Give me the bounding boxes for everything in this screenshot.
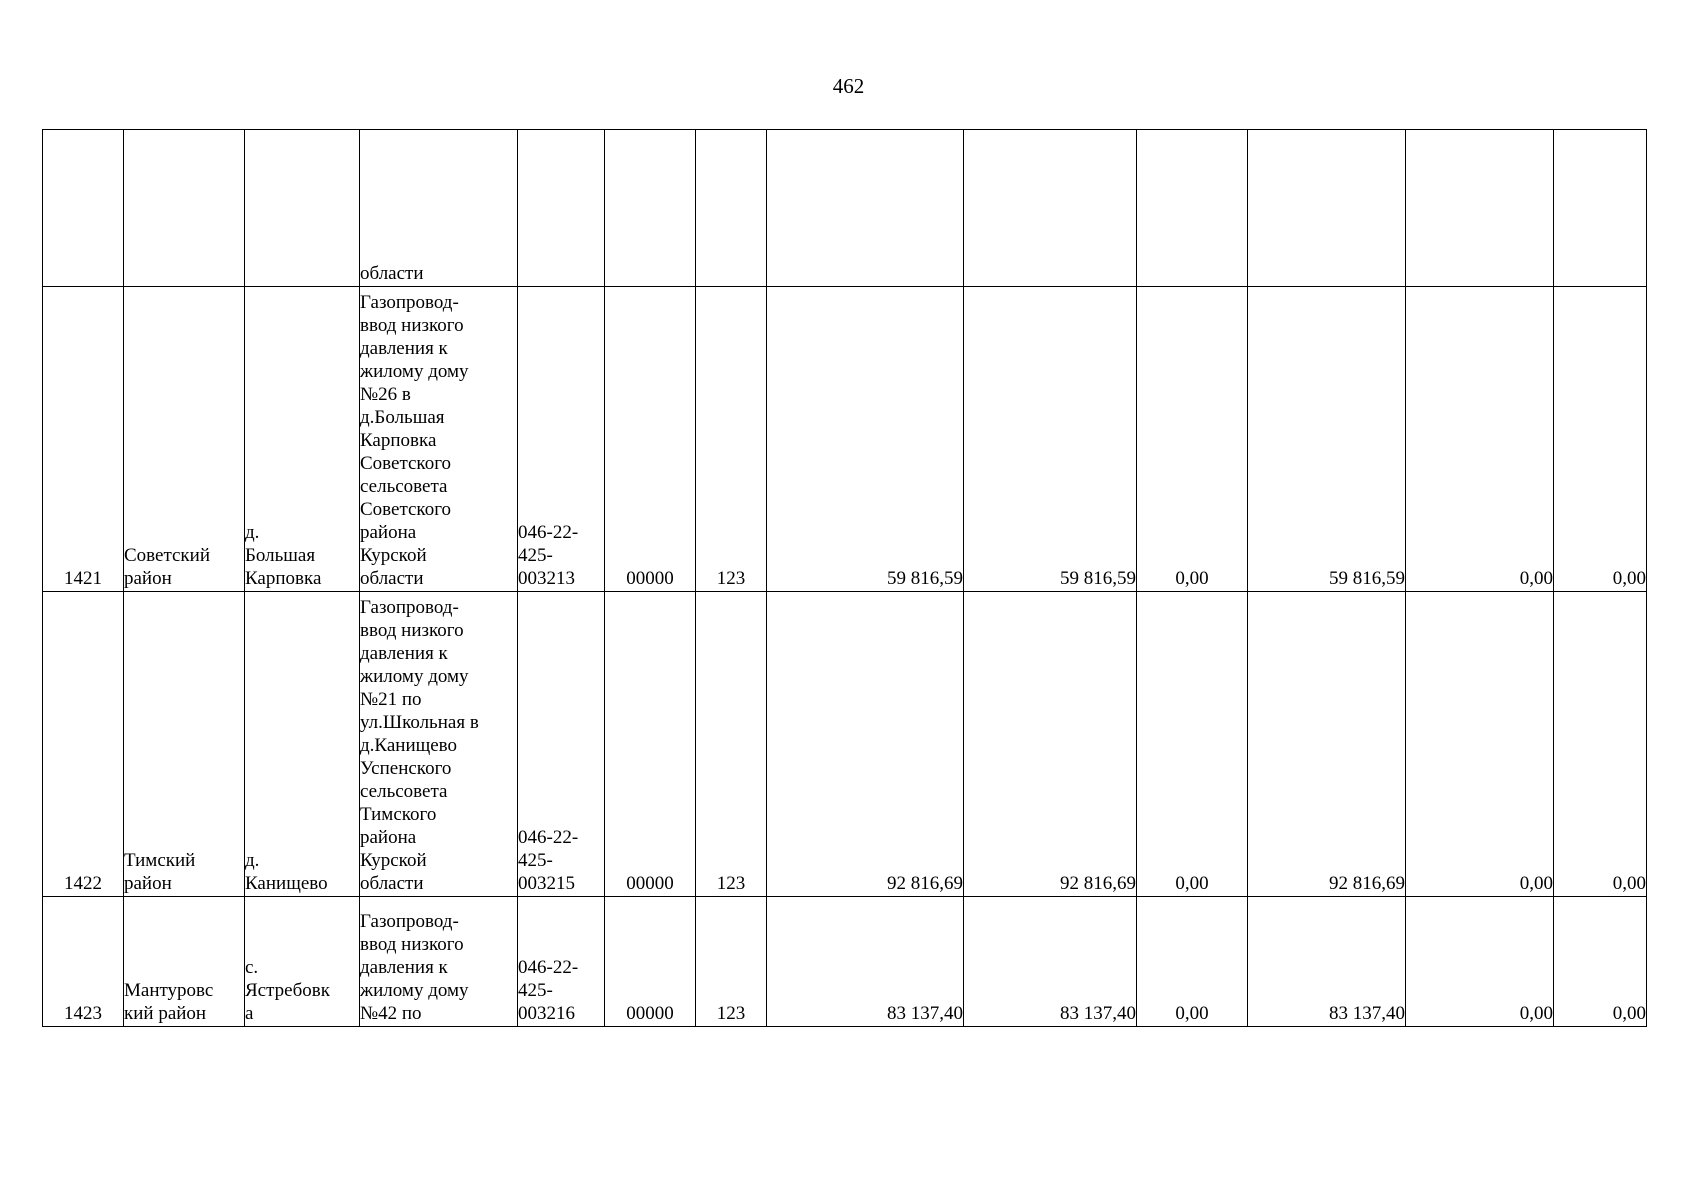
locality: с. Ястребовк а xyxy=(245,897,360,1027)
page-number: 462 xyxy=(832,74,865,98)
cell-amount-total xyxy=(767,130,964,287)
kvr-code: 123 xyxy=(696,287,767,592)
amount-4: 59 816,59 xyxy=(1248,287,1406,592)
object-code: 046-22- 425- 003215 xyxy=(518,592,605,897)
cell-amount-2 xyxy=(964,130,1137,287)
object-code: 046-22- 425- 003213 xyxy=(518,287,605,592)
row-index: 1422 xyxy=(43,592,124,897)
cell-amount-4 xyxy=(1248,130,1406,287)
amount-total: 92 816,69 xyxy=(767,592,964,897)
kvr-code: 123 xyxy=(696,592,767,897)
amount-5: 0,00 xyxy=(1406,897,1554,1027)
cell-district xyxy=(124,130,245,287)
budget-table xyxy=(42,129,1647,1027)
row-index: 1423 xyxy=(43,897,124,1027)
cell-amount-6 xyxy=(1554,130,1647,287)
kvr-code: 123 xyxy=(696,897,767,1027)
locality: д. Канищево xyxy=(245,592,360,897)
cell-locality xyxy=(245,130,360,287)
object-code: 046-22- 425- 003216 xyxy=(518,897,605,1027)
cell-kbk xyxy=(605,130,696,287)
row-index: 1421 xyxy=(43,287,124,592)
cell-index xyxy=(43,130,124,287)
amount-2: 83 137,40 xyxy=(964,897,1137,1027)
district: Тимский район xyxy=(124,592,245,897)
amount-total: 83 137,40 xyxy=(767,897,964,1027)
table-row-continuation xyxy=(43,130,1647,287)
amount-6: 0,00 xyxy=(1554,287,1647,592)
amount-5: 0,00 xyxy=(1406,592,1554,897)
table-row xyxy=(43,897,1647,1027)
cell-amount-3 xyxy=(1137,130,1248,287)
amount-6: 0,00 xyxy=(1554,592,1647,897)
object-name: Газопровод- ввод низкого давления к жилому дому №26 в д.Большая Карповка Советского сельсовета Советского района Курской области xyxy=(360,287,518,592)
amount-5: 0,00 xyxy=(1406,287,1554,592)
table-row xyxy=(43,592,1647,897)
amount-4: 92 816,69 xyxy=(1248,592,1406,897)
amount-6: 0,00 xyxy=(1554,897,1647,1027)
object-name: Газопровод- ввод низкого давления к жилому дому №42 по xyxy=(360,897,518,1027)
amount-3: 0,00 xyxy=(1137,592,1248,897)
table-row xyxy=(43,287,1647,592)
amount-2: 92 816,69 xyxy=(964,592,1137,897)
amount-3: 0,00 xyxy=(1137,897,1248,1027)
amount-3: 0,00 xyxy=(1137,287,1248,592)
kbk-code: 00000 xyxy=(605,897,696,1027)
kbk-code: 00000 xyxy=(605,287,696,592)
amount-total: 59 816,59 xyxy=(767,287,964,592)
kbk-code: 00000 xyxy=(605,592,696,897)
cell-code xyxy=(518,130,605,287)
cell-object-name: области xyxy=(360,130,518,287)
locality: д. Большая Карповка xyxy=(245,287,360,592)
district: Мантуровс кий район xyxy=(124,897,245,1027)
cell-kvr xyxy=(696,130,767,287)
cell-amount-5 xyxy=(1406,130,1554,287)
object-name: Газопровод- ввод низкого давления к жилому дому №21 по ул.Школьная в д.Канищево Успенского сельсовета Тимского района Курской области xyxy=(360,592,518,897)
amount-2: 59 816,59 xyxy=(964,287,1137,592)
district: Советский район xyxy=(124,287,245,592)
amount-4: 83 137,40 xyxy=(1248,897,1406,1027)
